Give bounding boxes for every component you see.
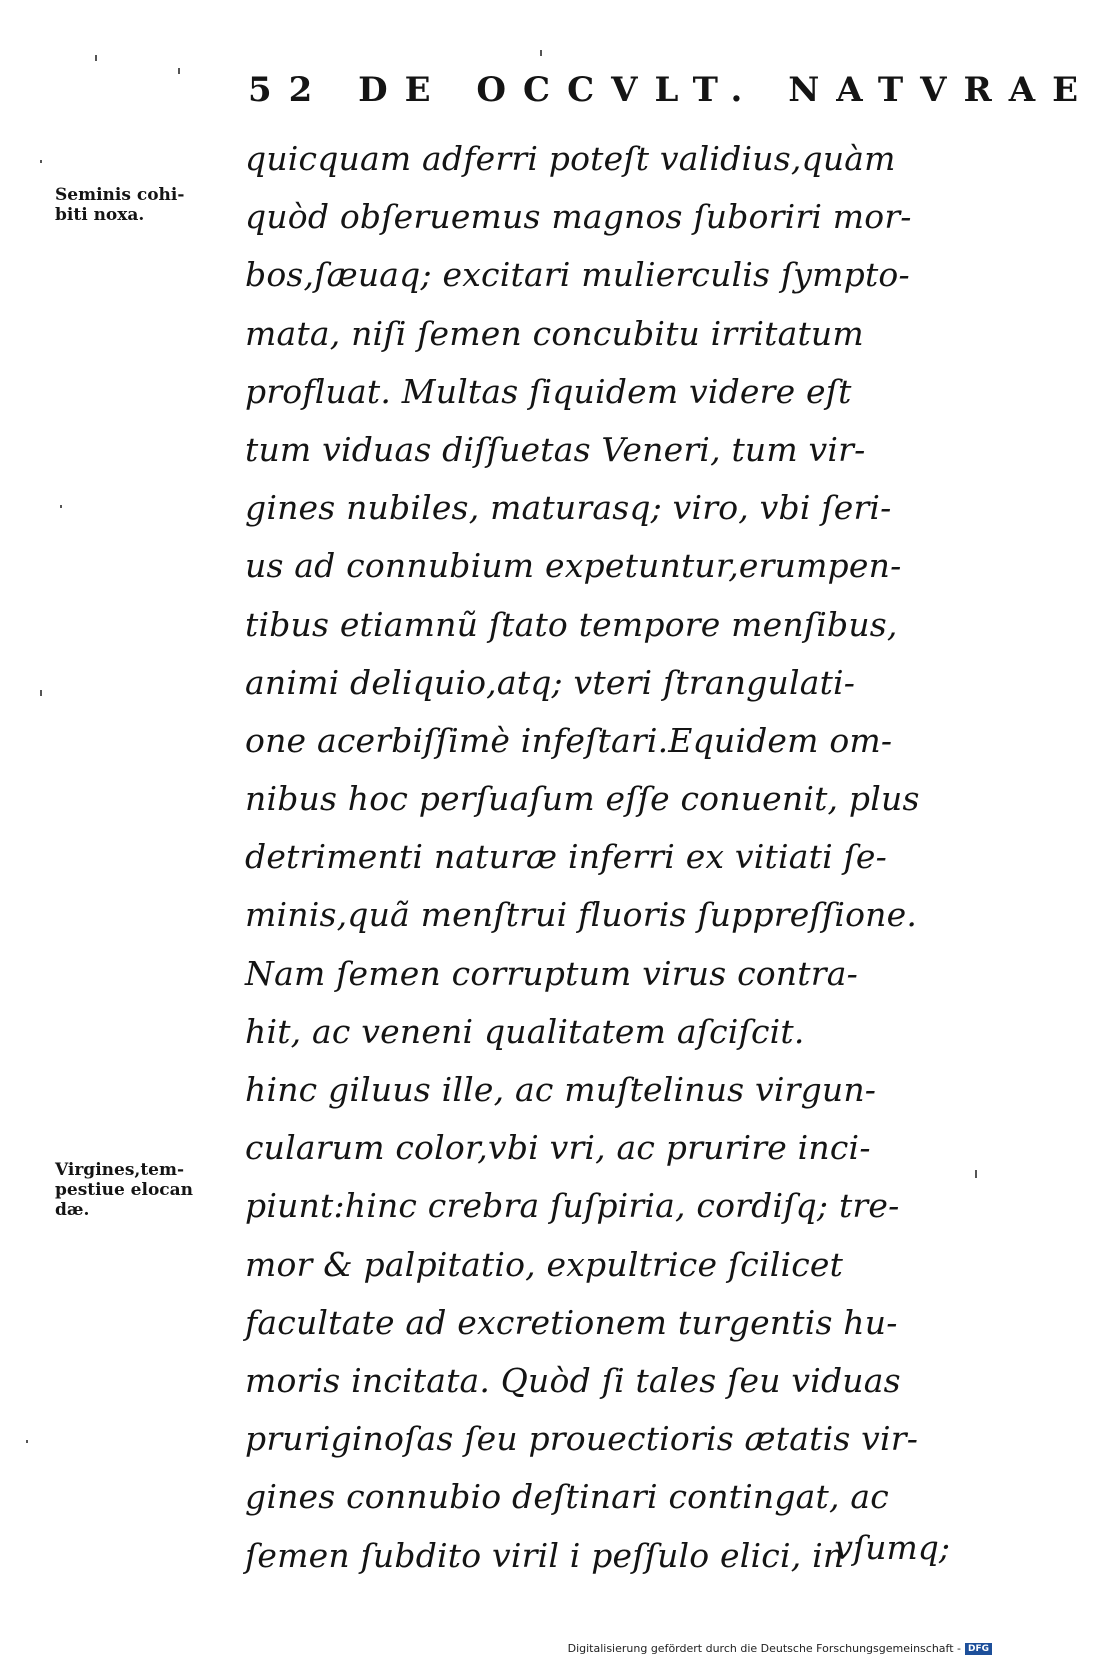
marginal-note-line: Seminis cohi- [55, 185, 185, 205]
text-line: Nam ſemen corruptum virus contra- [245, 953, 858, 993]
scan-speck [40, 690, 42, 696]
text-line: quicquam adferri poteſt validius,quàm [245, 139, 896, 178]
scan-speck [95, 55, 97, 61]
scan-speck [540, 50, 542, 56]
text-line: piunt:hinc crebra ſuſpiria, cordiſq; tre- [245, 1186, 900, 1226]
text-line: animi deliquio,atq; vteri ſtrangulati- [245, 662, 856, 702]
text-line: facultate ad excretionem turgentis hu- [245, 1302, 898, 1342]
text-line: bos,ſæuaq; excitari mulierculis ſympto- [245, 255, 910, 295]
dfg-logo: DFG [965, 1643, 992, 1655]
text-line: mata, niſi ſemen concubitu irritatum [245, 313, 864, 353]
text-line: mor & palpitatio, expultrice ſcilicet [245, 1244, 844, 1284]
footer-text: Digitalisierung gefördert durch die Deutsche Forschungsgemeinschaft - [567, 1642, 961, 1655]
text-line: tibus etiamnũ ſtato tempore menſibus, [245, 604, 898, 644]
marginal-note-line: biti noxa. [55, 205, 145, 225]
marginal-note-line: dæ. [55, 1200, 90, 1220]
running-head: 52 DE OCCVLT. NATVRAE [248, 70, 1095, 110]
text-line: moris incitata. Quòd ſi tales ſeu viduas [245, 1360, 901, 1400]
marginal-note [55, 1160, 245, 1220]
text-line: hinc giluus ille, ac muſtelinus virgun- [245, 1070, 877, 1109]
text-line: cularum color,vbi vri, ac prurire inci- [245, 1128, 871, 1168]
text-line: us ad connubium expetuntur,erumpen- [245, 546, 902, 586]
text-line: gines connubio deſtinari contingat, ac [245, 1477, 889, 1517]
text-line: gines nubiles, maturasq; viro, vbi ſeri- [245, 488, 892, 528]
scan-speck [178, 68, 180, 74]
text-line: pruriginoſas ſeu prouectioris ætatis vir- [245, 1419, 919, 1459]
marginal-note-line: pestiue elocan [55, 1180, 194, 1200]
marginal-note [55, 185, 245, 225]
scan-speck [40, 160, 42, 163]
digitization-credit [568, 1642, 992, 1655]
text-line: ſemen ſubdito viril i peſſulo elici, in [245, 1535, 845, 1575]
text-line: quòd obſeruemus magnos ſuboriri mor- [245, 197, 912, 237]
text-line: detrimenti naturæ inferri ex vitiati ſe- [245, 837, 888, 877]
scan-speck [975, 1170, 977, 1178]
scan-speck [60, 505, 62, 508]
text-line: profluat. Multas ſiquidem videre eſt [245, 371, 852, 411]
marginal-note-line: Virgines,tem- [55, 1160, 185, 1180]
scan-speck [26, 1440, 28, 1443]
main-text [245, 130, 935, 1585]
text-line: hit, ac veneni qualitatem aſciſcit. [245, 1011, 805, 1051]
text-line: tum viduas diſſuetas Veneri, tum vir- [245, 429, 866, 469]
text-line: one acerbiſſimè infeſtari.Equidem om- [245, 720, 893, 760]
text-line: nibus hoc perſuaſum eſſe conuenit, plus [245, 779, 920, 819]
catchword: vſumq; [834, 1528, 950, 1567]
text-line: minis,quã menſtrui fluoris ſuppreſſione. [245, 895, 918, 935]
